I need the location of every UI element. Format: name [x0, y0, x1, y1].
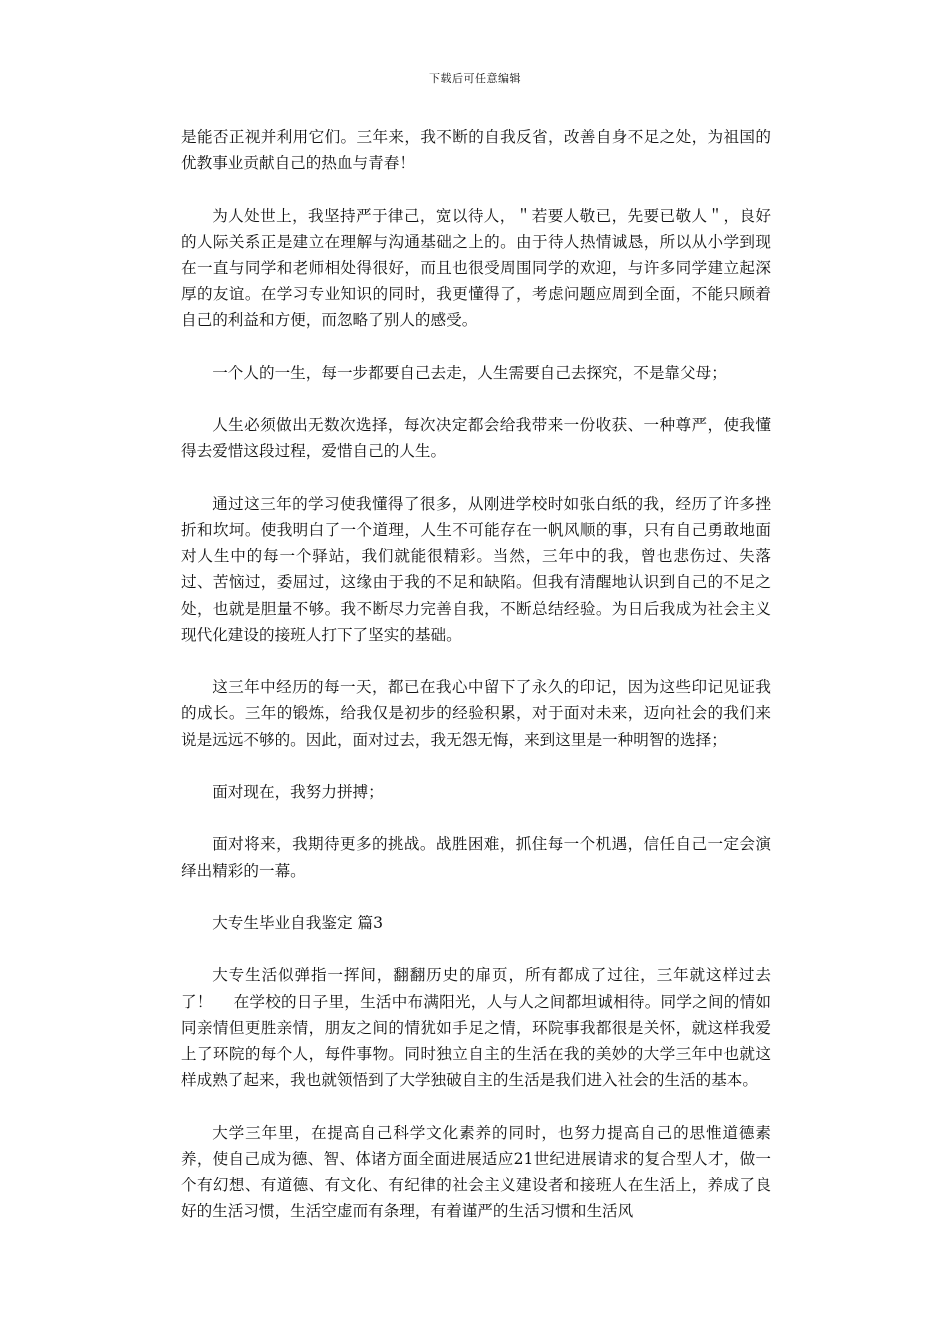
paragraph-6: 这三年中经历的每一天，都已在我心中留下了永久的印记，因为这些印记见证我的成长。三年的锻炼，给我仅是初步的经验积累，对于面对未来，迈向社会的我们来说是远远不够的。因此，面对过去，我无怨无悔，来到这里是一种明智的选择； — [181, 678, 771, 749]
paragraph-5: 通过这三年的学习使我懂得了很多，从刚进学校时如张白纸的我，经历了许多挫折和坎坷。使我明白了一个道理，人生不可能存在一帆风顺的事，只有自己勇敢地面对人生中的每一个驿站，我们就能很精彩。当然，三年中的我，曾也悲伤过、失落过、苦恼过，委屈过，这缘由于我的不足和缺陷。但我有清醒地认识到自己的不足之处，也就是胆量不够。我不断尽力完善自我，不断总结经验。为日后我成为社会主义现代化建设的接班人打下了坚实的基础。 — [181, 494, 771, 644]
page-header: 下载后可任意编辑 — [429, 72, 521, 85]
paragraph-2: 为人处世上，我坚持严于律己，宽以待人，＂若要人敬已，先要已敬人＂，良好的人际关系正是建立在理解与沟通基础之上的。由于待人热情诚恳，所以从小学到现在一直与同学和老师相处得很好，而且也很受周围同学的欢迎，与许多同学建立起深厚的友谊。在学习专业知识的同时，我更懂得了，考虑问题应周到全面，不能只顾着自己的利益和方便，而忽略了别人的感受。 — [181, 206, 771, 330]
paragraph-9: 大专生活似弹指一挥间，翻翻历史的扉页，所有都成了过往，三年就这样过去了！ 在学校的日子里，生活中布满阳光，人与人之间都坦诚相待。同学之间的情如同亲情但更胜亲情，朋友之间的情犹如手足之情，环院事我都很是关怀，就这样我爱上了环院的每个人，每件事物。同时独立自主的生活在我的美妙的大学三年中也就这样成熟了起来，我也就领悟到了大学独破自主的生活是我们进入社会的生活的基本。 — [181, 966, 771, 1090]
paragraph-4: 人生必须做出无数次选择，每次决定都会给我带来一份收获、一种尊严，使我懂得去爱惜这段过程，爱惜自己的人生。 — [181, 416, 771, 461]
paragraph-10: 大学三年里，在提高自己科学文化素养的同时，也努力提高自己的思惟道德素养，使自己成为德、智、体诸方面全面进展适应21世纪进展请求的复合型人才，做一个有幻想、有道德、有文化、有纪律的社会主义建设者和接班人在生活上，养成了良好的生活习惯，生活空虚而有条理，有着谨严的生活习惯和生活风 — [181, 1123, 771, 1221]
paragraph-7: 面对现在，我努力拼搏； — [212, 782, 384, 801]
document-body — [181, 124, 771, 1251]
paragraph-8: 面对将来，我期待更多的挑战。战胜困难，抓住每一个机遇，信任自己一定会演绎出精彩的一幕。 — [181, 835, 771, 880]
section-heading: 大专生毕业自我鉴定 篇3 — [212, 913, 384, 932]
paragraph-3: 一个人的一生，每一步都要自己去走，人生需要自己去探究，不是靠父母； — [212, 363, 727, 382]
paragraph-1: 是能否正视并利用它们。三年来，我不断的自我反省，改善自身不足之处，为祖国的优教事业贡献自己的热血与青春！ — [181, 128, 771, 173]
